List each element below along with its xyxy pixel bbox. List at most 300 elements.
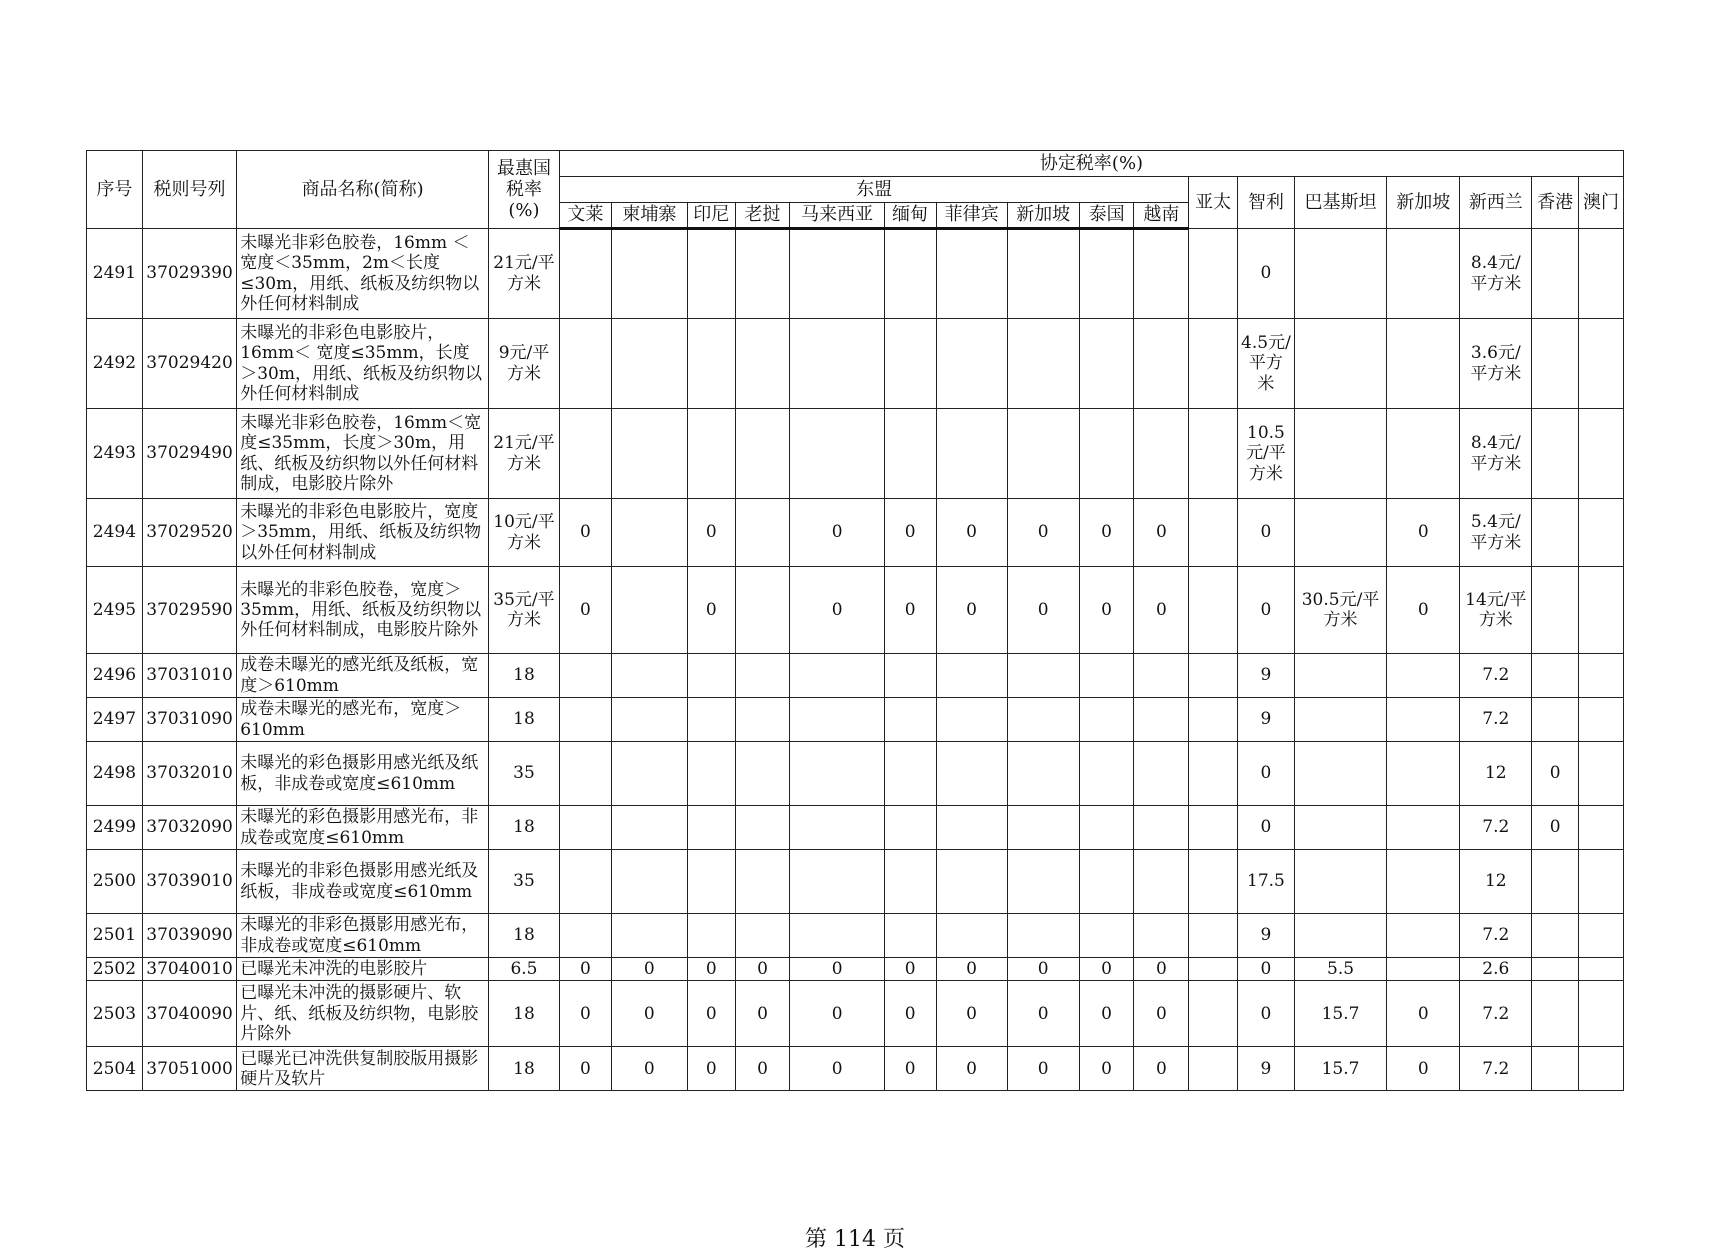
cell-rate [611, 567, 687, 654]
cell-rate [936, 319, 1007, 409]
cell-rate: 0 [790, 958, 884, 981]
cell-rate: 7.2 [1460, 654, 1532, 698]
cell-code: 37032010 [142, 742, 236, 806]
cell-rate: 9 [1238, 698, 1295, 742]
cell-rate [1007, 850, 1079, 914]
cell-rate: 0 [1238, 742, 1295, 806]
table-row [87, 806, 1624, 850]
cell-rate [936, 806, 1007, 850]
cell-rate [1532, 914, 1579, 958]
cell-rate [1189, 850, 1238, 914]
cell-rate [687, 654, 735, 698]
table-row [87, 981, 1624, 1047]
cell-rate [1387, 654, 1460, 698]
header-agreement-col: 巴基斯坦 [1294, 177, 1386, 229]
cell-rate [1189, 806, 1238, 850]
cell-rate: 7.2 [1460, 698, 1532, 742]
cell-rate [1189, 499, 1238, 567]
cell-mfn: 21元/平方米 [488, 409, 559, 499]
cell-rate: 15.7 [1294, 1047, 1386, 1091]
cell-rate [1294, 914, 1386, 958]
cell-rate: 0 [1079, 1047, 1134, 1091]
cell-rate [735, 698, 790, 742]
cell-rate [611, 319, 687, 409]
cell-seq: 2494 [87, 499, 143, 567]
cell-rate [1579, 654, 1624, 698]
cell-rate: 14元/平方米 [1460, 567, 1532, 654]
header-asean: 东盟 [560, 177, 1189, 203]
cell-rate [1007, 409, 1079, 499]
cell-rate [790, 914, 884, 958]
cell-code: 37031010 [142, 654, 236, 698]
cell-name: 未曝光非彩色胶卷，16mm＜宽度≤35mm，长度＞30m，用纸、纸板及纺织物以外任何材料制成，电影胶片除外 [237, 409, 489, 499]
cell-rate: 30.5元/平方米 [1294, 567, 1386, 654]
cell-code: 37031090 [142, 698, 236, 742]
cell-rate: 0 [936, 1047, 1007, 1091]
cell-rate: 0 [687, 567, 735, 654]
cell-rate: 5.4元/平方米 [1460, 499, 1532, 567]
header-agreement-col: 香港 [1532, 177, 1579, 229]
cell-rate [1189, 1047, 1238, 1091]
cell-rate: 9 [1238, 914, 1295, 958]
cell-rate [611, 229, 687, 319]
cell-rate [611, 742, 687, 806]
cell-rate: 4.5元/平方米 [1238, 319, 1295, 409]
cell-rate: 0 [1079, 981, 1134, 1047]
cell-rate: 0 [1134, 958, 1189, 981]
cell-rate [687, 806, 735, 850]
cell-rate [735, 914, 790, 958]
cell-rate [1189, 654, 1238, 698]
cell-rate [1387, 409, 1460, 499]
cell-rate [687, 914, 735, 958]
cell-rate: 8.4元/平方米 [1460, 409, 1532, 499]
cell-rate [735, 409, 790, 499]
cell-seq: 2504 [87, 1047, 143, 1091]
cell-rate: 12 [1460, 742, 1532, 806]
cell-rate: 0 [790, 499, 884, 567]
cell-rate [735, 229, 790, 319]
cell-rate: 0 [1387, 499, 1460, 567]
cell-mfn: 35 [488, 742, 559, 806]
cell-rate [560, 742, 612, 806]
cell-rate [735, 567, 790, 654]
cell-rate: 0 [735, 981, 790, 1047]
cell-rate: 0 [936, 499, 1007, 567]
cell-mfn: 35元/平方米 [488, 567, 559, 654]
cell-rate: 0 [1238, 499, 1295, 567]
cell-rate [560, 229, 612, 319]
cell-code: 37040090 [142, 981, 236, 1047]
header-asean-country: 柬埔寨 [611, 203, 687, 229]
cell-rate [687, 698, 735, 742]
cell-code: 37029420 [142, 319, 236, 409]
cell-rate [1579, 229, 1624, 319]
cell-rate: 0 [560, 981, 612, 1047]
cell-code: 37029590 [142, 567, 236, 654]
cell-rate [790, 698, 884, 742]
cell-rate [884, 654, 936, 698]
cell-rate [1134, 698, 1189, 742]
cell-rate: 15.7 [1294, 981, 1386, 1047]
cell-name: 已曝光已冲洗供复制胶版用摄影硬片及软片 [237, 1047, 489, 1091]
cell-rate: 0 [611, 981, 687, 1047]
cell-rate: 0 [1238, 229, 1295, 319]
cell-mfn: 18 [488, 806, 559, 850]
table-row [87, 409, 1624, 499]
cell-mfn: 6.5 [488, 958, 559, 981]
cell-rate [1079, 850, 1134, 914]
cell-rate: 0 [1134, 567, 1189, 654]
cell-rate [735, 654, 790, 698]
cell-rate [1387, 914, 1460, 958]
cell-rate [1079, 319, 1134, 409]
cell-rate: 7.2 [1460, 914, 1532, 958]
header-asean-country: 新加坡 [1007, 203, 1079, 229]
cell-rate [1007, 806, 1079, 850]
cell-rate [611, 914, 687, 958]
cell-rate [611, 499, 687, 567]
cell-rate [1007, 742, 1079, 806]
cell-rate: 0 [1387, 1047, 1460, 1091]
cell-rate [1532, 567, 1579, 654]
cell-rate: 7.2 [1460, 1047, 1532, 1091]
cell-rate [790, 229, 884, 319]
cell-rate [1079, 698, 1134, 742]
cell-rate [936, 409, 1007, 499]
cell-rate [884, 229, 936, 319]
cell-mfn: 35 [488, 850, 559, 914]
cell-seq: 2502 [87, 958, 143, 981]
cell-rate: 0 [884, 981, 936, 1047]
header-agreement-col: 新加坡 [1387, 177, 1460, 229]
cell-rate [1134, 319, 1189, 409]
cell-rate [1532, 981, 1579, 1047]
cell-rate [735, 499, 790, 567]
cell-name: 成卷未曝光的感光纸及纸板，宽度＞610mm [237, 654, 489, 698]
cell-rate [1079, 409, 1134, 499]
header-name: 商品名称(简称) [237, 151, 489, 229]
cell-rate [1579, 698, 1624, 742]
cell-name: 未曝光的彩色摄影用感光布，非成卷或宽度≤610mm [237, 806, 489, 850]
cell-rate [884, 850, 936, 914]
cell-rate: 3.6元/平方米 [1460, 319, 1532, 409]
cell-rate [1007, 654, 1079, 698]
cell-seq: 2491 [87, 229, 143, 319]
cell-rate [790, 409, 884, 499]
cell-rate [560, 654, 612, 698]
cell-rate [1579, 742, 1624, 806]
cell-rate [936, 742, 1007, 806]
cell-rate [790, 850, 884, 914]
cell-rate: 0 [884, 1047, 936, 1091]
cell-rate [1134, 654, 1189, 698]
cell-name: 已曝光未冲洗的电影胶片 [237, 958, 489, 981]
cell-rate: 0 [687, 958, 735, 981]
cell-rate [1532, 319, 1579, 409]
header-asean-country: 印尼 [687, 203, 735, 229]
cell-rate [611, 654, 687, 698]
cell-rate [1579, 981, 1624, 1047]
cell-rate: 12 [1460, 850, 1532, 914]
cell-rate [1294, 319, 1386, 409]
header-agreement-col: 亚太 [1189, 177, 1238, 229]
cell-rate [611, 698, 687, 742]
cell-rate [884, 319, 936, 409]
cell-rate: 0 [1238, 958, 1295, 981]
cell-code: 37029490 [142, 409, 236, 499]
table-row [87, 654, 1624, 698]
cell-rate [1387, 806, 1460, 850]
cell-rate: 0 [936, 981, 1007, 1047]
cell-rate: 7.2 [1460, 806, 1532, 850]
cell-rate [1007, 229, 1079, 319]
cell-rate [560, 409, 612, 499]
table-row [87, 567, 1624, 654]
cell-mfn: 21元/平方米 [488, 229, 559, 319]
header-asean-country: 老挝 [735, 203, 790, 229]
cell-name: 未曝光的非彩色摄影用感光纸及纸板，非成卷或宽度≤610mm [237, 850, 489, 914]
cell-rate [1532, 499, 1579, 567]
cell-rate [1579, 850, 1624, 914]
page-number: 第 114 页 [805, 1227, 905, 1252]
cell-rate [687, 742, 735, 806]
cell-rate [1189, 229, 1238, 319]
cell-rate [1579, 914, 1624, 958]
cell-name: 成卷未曝光的感光布，宽度＞610mm [237, 698, 489, 742]
cell-code: 37040010 [142, 958, 236, 981]
cell-rate [884, 914, 936, 958]
cell-rate [884, 409, 936, 499]
cell-rate [884, 806, 936, 850]
cell-seq: 2498 [87, 742, 143, 806]
cell-rate: 0 [1007, 981, 1079, 1047]
cell-rate: 0 [560, 567, 612, 654]
cell-rate: 0 [611, 958, 687, 981]
cell-rate [687, 409, 735, 499]
cell-rate [560, 914, 612, 958]
cell-rate [1294, 654, 1386, 698]
cell-rate: 0 [1387, 567, 1460, 654]
cell-rate [1294, 409, 1386, 499]
cell-rate [1189, 319, 1238, 409]
cell-rate [1294, 698, 1386, 742]
cell-rate [735, 850, 790, 914]
cell-code: 37039010 [142, 850, 236, 914]
cell-rate [1387, 742, 1460, 806]
cell-rate [611, 806, 687, 850]
cell-rate: 8.4元/平方米 [1460, 229, 1532, 319]
cell-rate [1579, 499, 1624, 567]
cell-rate [735, 319, 790, 409]
cell-rate: 0 [1134, 1047, 1189, 1091]
cell-name: 未曝光的非彩色电影胶片，16mm＜ 宽度≤35mm，长度＞30m，用纸、纸板及纺织物以外任何材料制成 [237, 319, 489, 409]
cell-rate [1079, 806, 1134, 850]
cell-rate [1532, 1047, 1579, 1091]
cell-rate [1189, 958, 1238, 981]
cell-rate: 0 [884, 567, 936, 654]
cell-rate: 0 [687, 499, 735, 567]
cell-seq: 2492 [87, 319, 143, 409]
cell-name: 未曝光的非彩色胶卷，宽度＞35mm，用纸、纸板及纺织物以外任何材料制成，电影胶片除外 [237, 567, 489, 654]
cell-rate [687, 850, 735, 914]
cell-rate [1532, 698, 1579, 742]
cell-rate: 0 [560, 1047, 612, 1091]
cell-rate: 0 [1387, 981, 1460, 1047]
cell-rate: 0 [1007, 567, 1079, 654]
table-row [87, 914, 1624, 958]
cell-rate: 0 [884, 499, 936, 567]
cell-rate [560, 698, 612, 742]
cell-rate: 0 [936, 567, 1007, 654]
cell-seq: 2501 [87, 914, 143, 958]
cell-mfn: 9元/平方米 [488, 319, 559, 409]
cell-rate [790, 806, 884, 850]
cell-rate [560, 806, 612, 850]
header-asean-country: 马来西亚 [790, 203, 884, 229]
cell-rate: 0 [790, 981, 884, 1047]
cell-rate: 0 [735, 1047, 790, 1091]
cell-rate: 0 [1007, 499, 1079, 567]
cell-seq: 2495 [87, 567, 143, 654]
cell-rate [1189, 981, 1238, 1047]
cell-rate [1387, 850, 1460, 914]
table-row [87, 742, 1624, 806]
cell-rate: 0 [1007, 1047, 1079, 1091]
cell-rate [1579, 319, 1624, 409]
cell-rate [1579, 409, 1624, 499]
tariff-table [86, 150, 1624, 1091]
cell-rate [1007, 698, 1079, 742]
cell-rate [936, 914, 1007, 958]
header-mfn: 最惠国税率(%) [488, 151, 559, 229]
cell-rate: 0 [1238, 567, 1295, 654]
cell-name: 未曝光非彩色胶卷，16mm ＜宽度＜35mm，2m＜长度≤30m，用纸、纸板及纺织物以外任何材料制成 [237, 229, 489, 319]
cell-code: 37039090 [142, 914, 236, 958]
table-row [87, 698, 1624, 742]
cell-rate [884, 698, 936, 742]
cell-rate [611, 850, 687, 914]
cell-rate: 0 [1079, 958, 1134, 981]
cell-mfn: 18 [488, 1047, 559, 1091]
header-asean-country: 泰国 [1079, 203, 1134, 229]
cell-rate: 0 [1532, 806, 1579, 850]
cell-code: 37032090 [142, 806, 236, 850]
cell-rate: 7.2 [1460, 981, 1532, 1047]
header-agreement-col: 智利 [1238, 177, 1295, 229]
cell-rate [1134, 914, 1189, 958]
cell-rate [1294, 806, 1386, 850]
cell-rate [687, 229, 735, 319]
cell-mfn: 18 [488, 654, 559, 698]
cell-rate: 5.5 [1294, 958, 1386, 981]
cell-rate [1532, 654, 1579, 698]
cell-code: 37051000 [142, 1047, 236, 1091]
cell-rate [1579, 806, 1624, 850]
cell-rate [1189, 698, 1238, 742]
cell-rate: 0 [790, 1047, 884, 1091]
cell-rate: 0 [1007, 958, 1079, 981]
cell-seq: 2500 [87, 850, 143, 914]
cell-rate [1079, 229, 1134, 319]
cell-rate: 0 [1532, 742, 1579, 806]
cell-rate [1294, 229, 1386, 319]
header-seq: 序号 [87, 151, 143, 229]
cell-rate [936, 654, 1007, 698]
cell-rate [1579, 958, 1624, 981]
cell-rate: 0 [560, 958, 612, 981]
cell-rate [1579, 567, 1624, 654]
header-code: 税则号列 [142, 151, 236, 229]
cell-seq: 2497 [87, 698, 143, 742]
header-agreement-col: 澳门 [1579, 177, 1624, 229]
table-row [87, 850, 1624, 914]
cell-rate [790, 319, 884, 409]
cell-code: 37029520 [142, 499, 236, 567]
cell-rate [735, 806, 790, 850]
cell-rate [1189, 409, 1238, 499]
cell-name: 未曝光的非彩色摄影用感光布，非成卷或宽度≤610mm [237, 914, 489, 958]
cell-rate [1532, 409, 1579, 499]
cell-rate: 17.5 [1238, 850, 1295, 914]
cell-rate [611, 409, 687, 499]
cell-rate: 0 [687, 1047, 735, 1091]
cell-code: 37029390 [142, 229, 236, 319]
cell-rate: 10.5元/平方米 [1238, 409, 1295, 499]
cell-rate [1134, 850, 1189, 914]
cell-rate: 0 [1079, 567, 1134, 654]
header-agreement: 协定税率(%) [560, 151, 1624, 177]
cell-mfn: 18 [488, 981, 559, 1047]
table-row [87, 958, 1624, 981]
cell-rate [1189, 742, 1238, 806]
cell-rate [936, 698, 1007, 742]
table-row [87, 499, 1624, 567]
cell-rate: 0 [611, 1047, 687, 1091]
cell-rate [560, 319, 612, 409]
cell-rate [936, 229, 1007, 319]
cell-rate [1532, 229, 1579, 319]
cell-rate: 9 [1238, 654, 1295, 698]
cell-name: 未曝光的非彩色电影胶片，宽度＞35mm，用纸、纸板及纺织物以外任何材料制成 [237, 499, 489, 567]
cell-rate: 0 [1238, 806, 1295, 850]
table-row [87, 229, 1624, 319]
cell-rate [1079, 914, 1134, 958]
cell-name: 未曝光的彩色摄影用感光纸及纸板，非成卷或宽度≤610mm [237, 742, 489, 806]
table-row [87, 1047, 1624, 1091]
cell-rate: 0 [560, 499, 612, 567]
cell-rate [1079, 654, 1134, 698]
header-asean-country: 越南 [1134, 203, 1189, 229]
cell-rate [1079, 742, 1134, 806]
cell-seq: 2499 [87, 806, 143, 850]
cell-mfn: 10元/平方米 [488, 499, 559, 567]
cell-rate: 2.6 [1460, 958, 1532, 981]
cell-rate [687, 319, 735, 409]
cell-seq: 2496 [87, 654, 143, 698]
cell-rate [1134, 409, 1189, 499]
cell-rate [1189, 567, 1238, 654]
cell-rate [1387, 698, 1460, 742]
cell-rate [1007, 914, 1079, 958]
cell-mfn: 18 [488, 914, 559, 958]
cell-rate [790, 654, 884, 698]
cell-rate: 0 [1134, 981, 1189, 1047]
header-asean-country: 缅甸 [884, 203, 936, 229]
cell-rate [1134, 806, 1189, 850]
header-asean-country: 文莱 [560, 203, 612, 229]
header-agreement-col: 新西兰 [1460, 177, 1532, 229]
